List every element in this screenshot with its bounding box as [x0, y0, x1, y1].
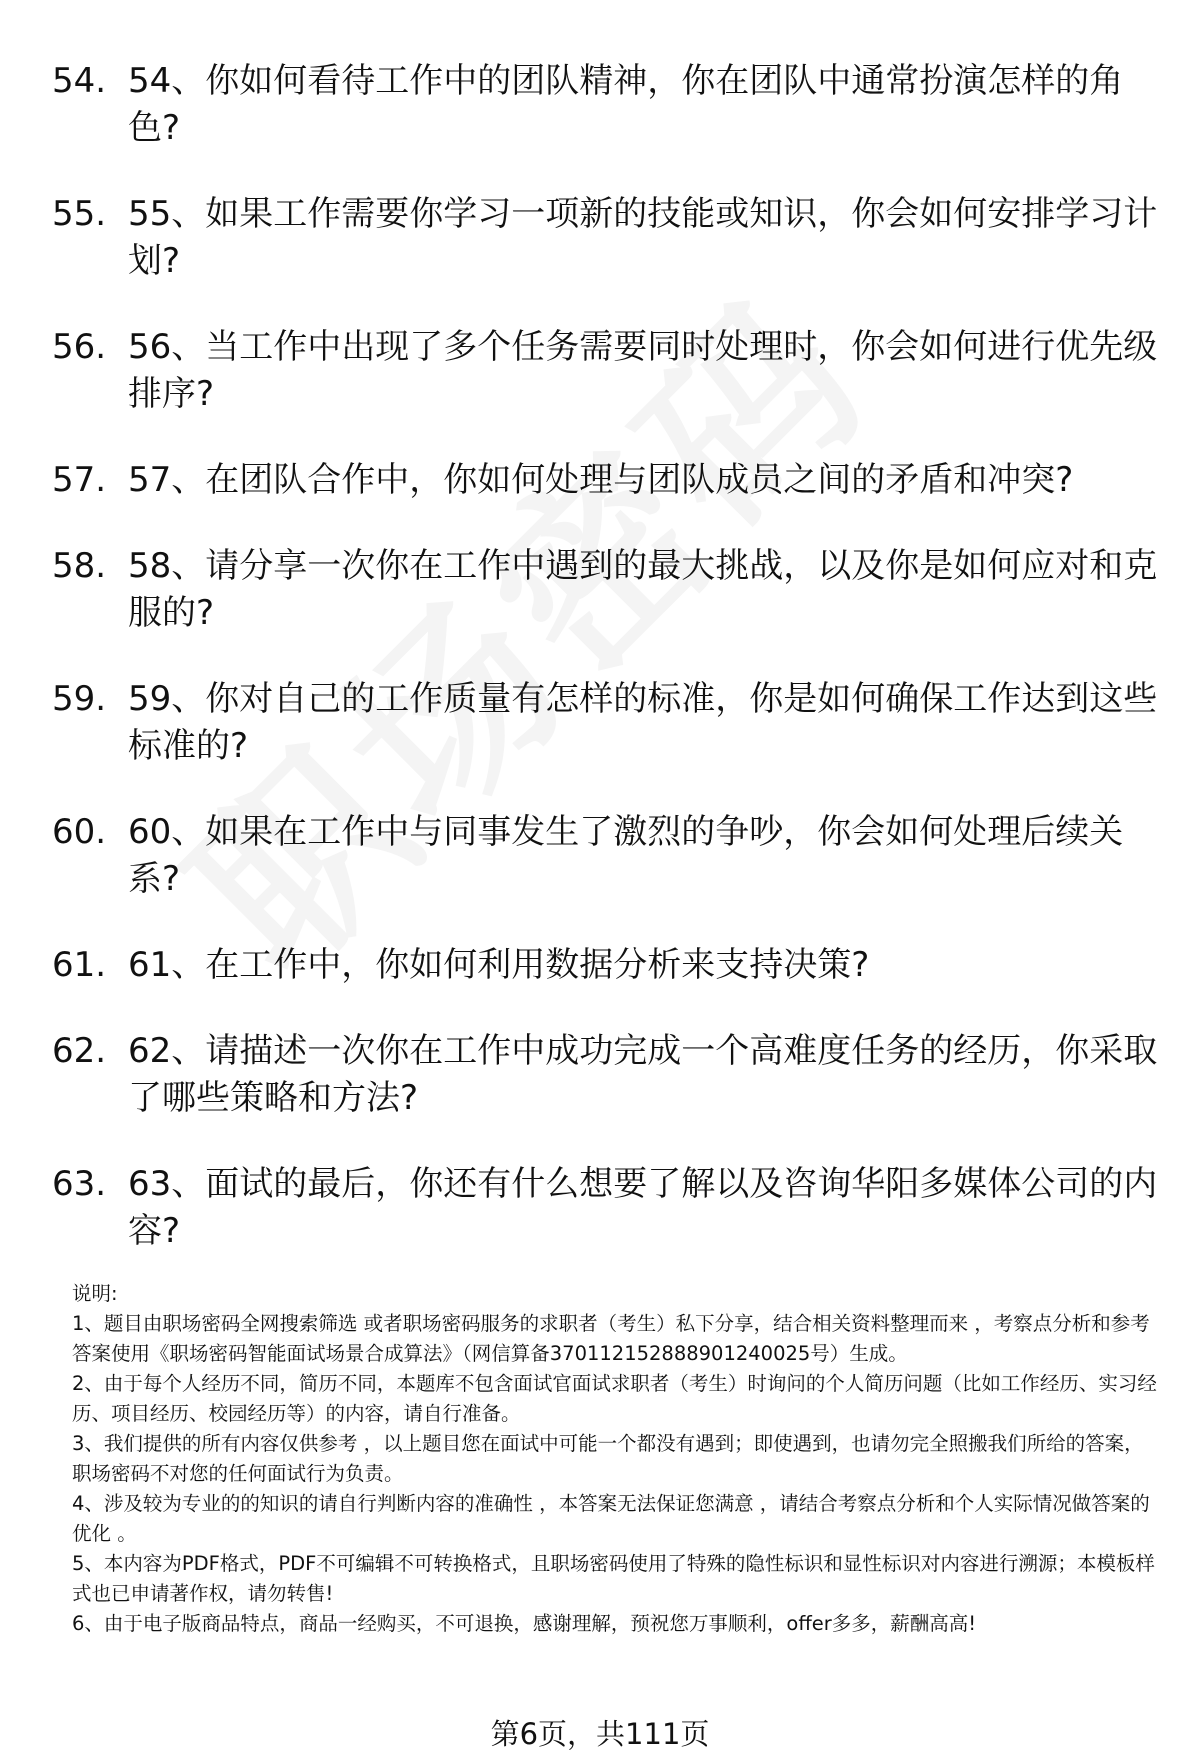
note-item: 1、题目由职场密码全网搜索筛选 或者职场密码服务的求职者（考生）私下分享，结合相关资料整理而来 ，考察点分析和参考答案使用《职场密码智能面试场景合成算法》（网信算备370112152888901240025号）生成。 — [72, 1312, 1150, 1365]
note-item: 4、涉及较为专业的的知识的请自行判断内容的准确性 ，本答案无法保证您满意 ，请结合考察点分析和个人实际情况做答案的优化 。 — [72, 1492, 1150, 1545]
note-item: 5、本内容为PDF格式，PDF不可编辑不可转换格式，且职场密码使用了特殊的隐性标识和显性标识对内容进行溯源；本模板样式也已申请著作权，请勿转售! — [72, 1552, 1155, 1605]
question-list — [0, 58, 1200, 1294]
list-item — [0, 191, 1200, 285]
list-item — [0, 324, 1200, 418]
list-item — [0, 676, 1200, 770]
question-text: 55、如果工作需要你学习一项新的技能或知识，你会如何安排学习计划? — [128, 194, 1158, 281]
question-number: 60. — [52, 812, 107, 852]
list-item — [0, 58, 1200, 152]
note-item: 6、由于电子版商品特点，商品一经购买，不可退换，感谢理解，预祝您万事顺利，offer多多，薪酬高高! — [72, 1612, 977, 1635]
question-number: 58. — [52, 546, 107, 586]
list-item — [0, 809, 1200, 903]
question-text: 61、在工作中，你如何利用数据分析来支持决策? — [128, 945, 870, 985]
question-text: 62、请描述一次你在工作中成功完成一个高难度任务的经历，你采取了哪些策略和方法? — [128, 1031, 1158, 1118]
question-number: 63. — [52, 1164, 107, 1204]
question-number: 54. — [52, 61, 107, 101]
question-text: 58、请分享一次你在工作中遇到的最大挑战，以及你是如何应对和克服的? — [128, 546, 1158, 633]
notes-section — [72, 1279, 1162, 1639]
question-text: 57、在团队合作中，你如何处理与团队成员之间的矛盾和冲突? — [128, 460, 1074, 500]
question-number: 61. — [52, 945, 107, 985]
note-item: 3、我们提供的所有内容仅供参考 ，以上题目您在面试中可能一个都没有遇到；即使遇到，也请勿完全照搬我们所给的答案，职场密码不对您的任何面试行为负责。 — [72, 1432, 1144, 1485]
list-item — [0, 1161, 1200, 1255]
question-number: 56. — [52, 327, 107, 367]
question-number: 57. — [52, 460, 107, 500]
question-text: 56、当工作中出现了多个任务需要同时处理时，你会如何进行优先级排序? — [128, 327, 1158, 414]
list-item — [0, 457, 1200, 504]
list-item — [0, 543, 1200, 637]
question-text: 59、你对自己的工作质量有怎样的标准，你是如何确保工作达到这些标准的? — [128, 679, 1158, 766]
notes-heading: 说明: — [72, 1282, 118, 1305]
page-number: 第6页，共111页 — [490, 1717, 710, 1751]
note-item: 2、由于每个人经历不同，简历不同，本题库不包含面试官面试求职者（考生）时询问的个人简历问题（比如工作经历、实习经历、项目经历、校园经历等）的内容，请自行准备。 — [72, 1372, 1157, 1425]
question-number: 62. — [52, 1031, 107, 1071]
list-item — [0, 1028, 1200, 1122]
list-item — [0, 942, 1200, 989]
question-number: 55. — [52, 194, 107, 234]
question-text: 54、你如何看待工作中的团队精神，你在团队中通常扮演怎样的角色? — [128, 61, 1124, 148]
question-text: 63、面试的最后，你还有什么想要了解以及咨询华阳多媒体公司的内容? — [128, 1164, 1158, 1251]
question-text: 60、如果在工作中与同事发生了激烈的争吵，你会如何处理后续关系? — [128, 812, 1124, 899]
question-number: 59. — [52, 679, 107, 719]
